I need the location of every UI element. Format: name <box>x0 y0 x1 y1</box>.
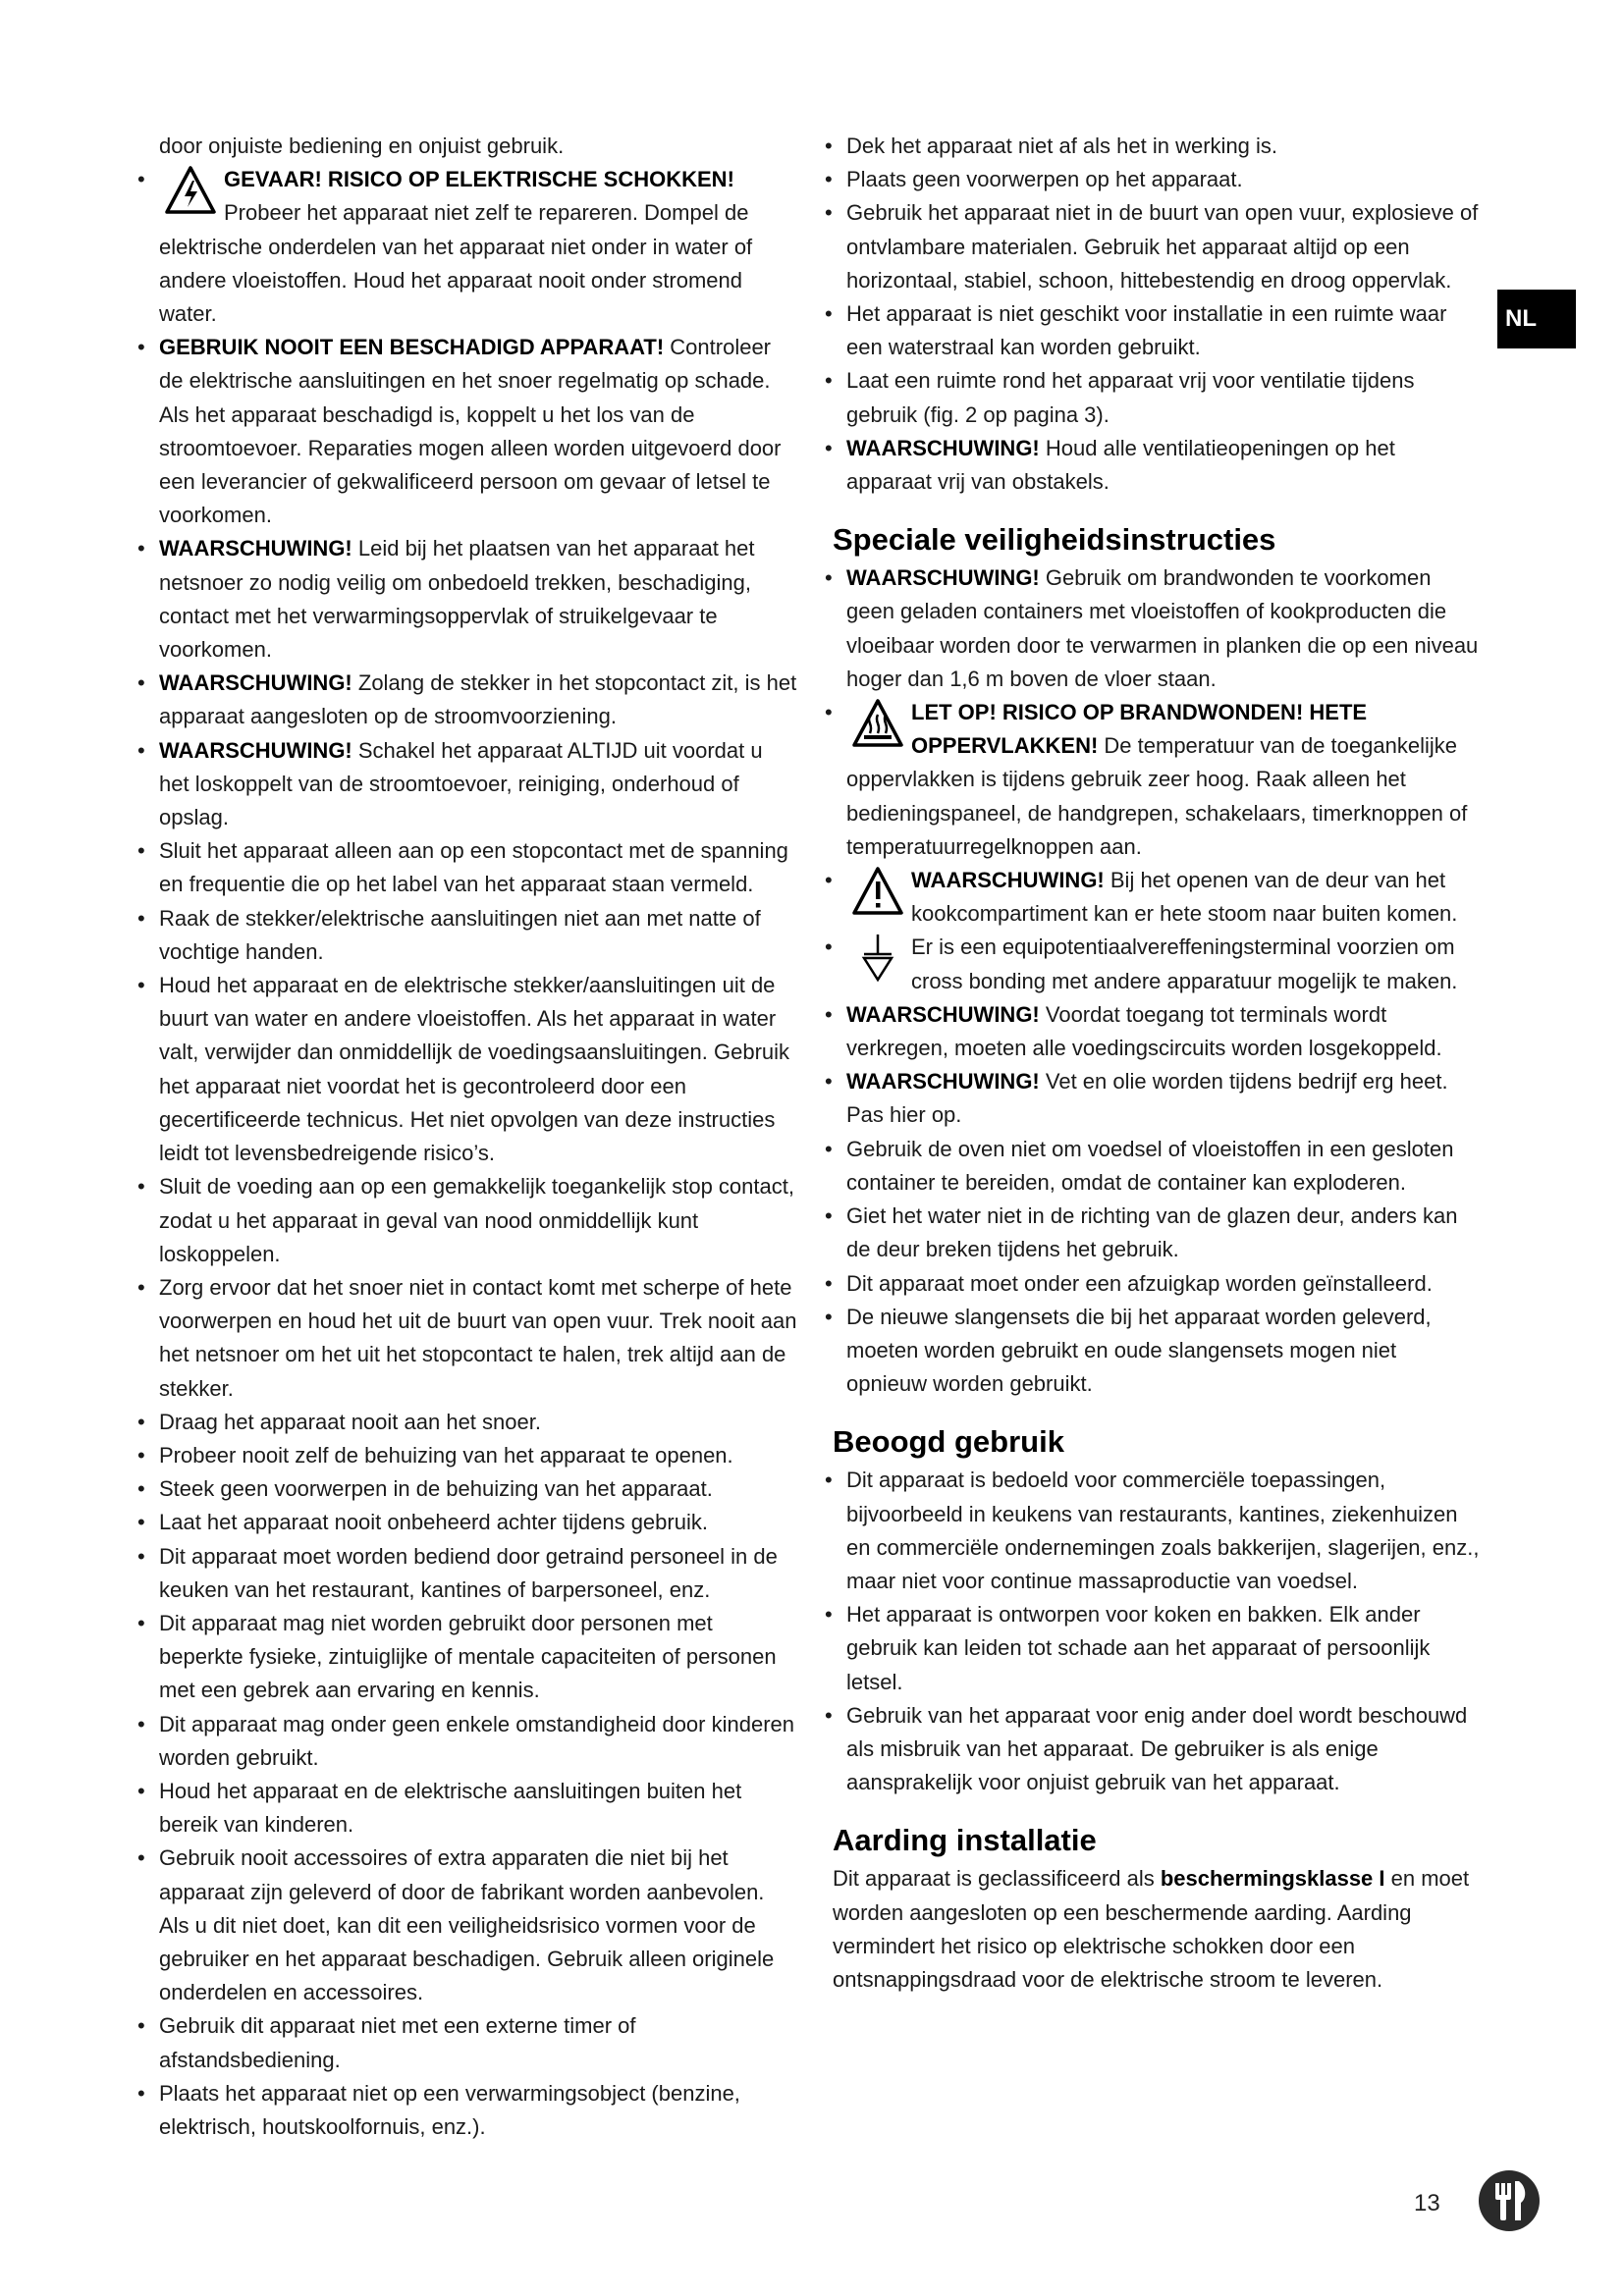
list-item <box>145 2077 798 2144</box>
list-item: • Het apparaat is niet geschikt voor installatie in een ruimte waar een waterstraal kan worden gebruikt. <box>833 297 1481 364</box>
list-item <box>145 1406 798 1439</box>
list-item: • Gebruik van het apparaat voor enig ander doel wordt beschouwd als misbruik van het apparaat. De gebruiker is als enige aansprakelijk voor onjuist gebruik van het apparaat. <box>833 1699 1481 1800</box>
warning-label: WAARSCHUWING! <box>846 435 1040 460</box>
electric-warning-icon <box>165 165 216 216</box>
item-text: Controleer de elektrische aansluitingen en het snoer regelmatig op schade. Als het apparaat beschadigd is, koppelt u het los van de stroomtoevoer. Reparaties mogen alleen worden uitgevoerd door een leverancier of gekwalificeerd persoon om gevaar of letsel te voorkomen. <box>159 335 782 528</box>
warning-label: WAARSCHUWING! <box>911 868 1105 893</box>
list-item: • Plaats geen voorwerpen op het apparaat. <box>833 163 1481 196</box>
list-item <box>145 734 798 835</box>
section-title-special-safety: Speciale veiligheidsinstructies <box>833 522 1276 558</box>
item-text: Houd alle ventilatieopeningen op het apparaat vrij van obstakels. <box>846 435 1395 495</box>
list-item: • Laat een ruimte rond het apparaat vrij voor ventilatie tijdens gebruik (fig. 2 op pagina 3). <box>833 364 1481 431</box>
grounding-paragraph <box>833 1862 1481 1997</box>
warning-label: WAARSCHUWING! <box>846 565 1040 591</box>
right-top-list <box>833 130 1481 432</box>
list-item <box>145 1607 798 1708</box>
item-text: Houd het apparaat en de elektrische aansluitingen buiten het bereik van kinderen. <box>159 1778 742 1838</box>
item-text: Er is een equipotentiaalvereffeningsterminal voorzien om cross bonding met andere apparatuur mogelijk te maken. <box>911 934 1458 993</box>
item-text: Giet het water niet in de richting van de glazen deur, anders kan de deur breken tijdens het gebruik. <box>846 1203 1458 1262</box>
list-item <box>145 2009 798 2076</box>
item-text: Zolang de stekker in het stopcontact zit, is het apparaat aangesloten op de stroomvoorziening. <box>159 670 797 729</box>
item-text: Gebruik om brandwonden te voorkomen geen geladen containers met vloeistoffen of kookproducten die vloeibaar worden door te verwarmen in planken die op een niveau hoger dan 1,6 m boven de vloer staan. <box>846 565 1479 691</box>
list-item <box>833 1133 1481 1200</box>
item-text: Probeer nooit zelf de behuizing van het apparaat te openen. <box>159 1442 733 1468</box>
list-item <box>145 1506 798 1539</box>
warning-label: WAARSCHUWING! <box>846 1069 1040 1095</box>
list-item: • Dit apparaat is bedoeld voor commerciële toepassingen, bijvoorbeeld in keukens van restaurants, kantines, ziekenhuizen en commerciële ondernemingen zoals bakkerijen, slagerijen, enz., maar niet voor continue massaproductie van voedsel. <box>833 1464 1481 1598</box>
item-text: Voordat toegang tot terminals wordt verkregen, moeten alle voedingscircuits worden losgekoppeld. <box>846 1001 1442 1061</box>
right-column <box>833 130 1481 1997</box>
warning-label: WAARSCHUWING! <box>159 536 352 561</box>
list-item <box>145 1271 798 1406</box>
list-item <box>145 1842 798 2009</box>
item-text: Schakel het apparaat ALTIJD uit voordat u het loskoppelt van de stroomtoevoer, reiniging, onderhoud of opslag. <box>159 737 763 830</box>
intro-text: door onjuiste bediening en onjuist gebruik. <box>159 133 565 158</box>
item-text: Houd het apparaat en de elektrische stekker/aansluitingen uit de buurt van water en andere vloeistoffen. Als het apparaat in water valt, verwijder dan onmiddellijk de voedingsaansluitingen. Gebruik het apparaat niet voordat het is gecontroleerd door een gecertificeerde technicus. Het niet opvolgen van deze instructies leidt tot levensbedreigende risico’s. <box>159 973 790 1166</box>
list-item <box>833 432 1481 499</box>
grounding-text-b: en moet worden aangesloten op een beschermende aarding. Aarding vermindert het risico op elektrische schokken door een ontsnappingsdraad voor de elektrische stroom te leveren. <box>833 1866 1470 1992</box>
section-title-intended-use: Beoogd gebruik <box>833 1424 1064 1460</box>
left-list <box>145 163 798 2144</box>
list-item <box>145 1472 798 1506</box>
list-item <box>145 1170 798 1271</box>
warning-icon <box>852 866 903 917</box>
grounding-text-a: Dit apparaat is geclassificeerd als <box>833 1866 1161 1892</box>
protection-class: beschermingsklasse I <box>1160 1866 1385 1892</box>
list-item <box>833 1065 1481 1132</box>
list-item <box>145 1775 798 1842</box>
left-column <box>145 130 798 2144</box>
item-text: Raak de stekker/elektrische aansluitingen niet aan met natte of vochtige handen. <box>159 905 761 964</box>
item-text: Gebruik dit apparaat niet met een externe timer of afstandsbediening. <box>159 2013 636 2072</box>
list-item <box>833 1301 1481 1402</box>
item-text: Plaats het apparaat niet op een verwarmingsobject (benzine, elektrisch, houtskoolfornuis, enz.). <box>159 2080 740 2139</box>
list-item <box>145 532 798 667</box>
list-item <box>145 902 798 969</box>
list-item: • Dek het apparaat niet af als het in werking is. <box>833 130 1481 163</box>
language-tab: NL <box>1497 290 1576 348</box>
list-item <box>145 834 798 901</box>
item-text: Dit apparaat moet worden bediend door getraind personeel in de keuken van het restaurant, kantines of barpersoneel, enz. <box>159 1543 778 1602</box>
list-item: • Gebruik het apparaat niet in de buurt van open vuur, explosieve of ontvlambare materialen. Gebruik het apparaat altijd op een horizontaal, stabiel, schoon, hittebestendig en droog oppervlak. <box>833 196 1481 297</box>
equipotential-icon <box>852 933 903 984</box>
list-item <box>833 1200 1481 1266</box>
item-text: Leid bij het plaatsen van het apparaat het netsnoer zo nodig veilig om onbedoeld trekken, beschadiging, contact met het verwarmingsoppervlak of struikelgevaar te voorkomen. <box>159 536 755 663</box>
warning-label: WAARSCHUWING! <box>159 670 352 696</box>
item-text: De temperatuur van de toegankelijke oppervlakken is tijdens gebruik zeer hoog. Raak alleen het bedieningspaneel, de handgrepen, schakelaars, timerknoppen of temperatuurregelknoppen aan. <box>846 733 1468 859</box>
item-text: Zorg ervoor dat het snoer niet in contact komt met scherpe of hete voorwerpen en houd het uit de buurt van open vuur. Trek nooit aan het netsnoer om het uit het stopcontact te halen, trek altijd aan de stekker. <box>159 1274 797 1401</box>
special-safety-list <box>833 561 1481 1401</box>
item-text: Dit apparaat mag niet worden gebruikt door personen met beperkte fysieke, zintuiglijke of mentale capaciteiten of personen met een gebrek aan ervaring en kennis. <box>159 1610 777 1703</box>
list-item <box>145 1540 798 1607</box>
cutlery-logo-icon <box>1478 2169 1541 2232</box>
page-number: 13 <box>1414 2190 1440 2216</box>
list-item <box>145 331 798 532</box>
item-text: Sluit het apparaat alleen aan op een stopcontact met de spanning en frequentie die op het label van het apparaat staan vermeld. <box>159 838 788 897</box>
list-item <box>833 998 1481 1065</box>
item-text: Steek geen voorwerpen in de behuizing van het apparaat. <box>159 1476 713 1502</box>
item-text: Dit apparaat moet onder een afzuigkap worden geïnstalleerd. <box>846 1270 1433 1296</box>
list-item: • Het apparaat is ontworpen voor koken en bakken. Elk ander gebruik kan leiden tot schade aan het apparaat of persoonlijk letsel. <box>833 1598 1481 1699</box>
list-item <box>833 561 1481 696</box>
list-item <box>833 931 1481 997</box>
item-text: Gebruik nooit accessoires of extra apparaten die niet bij het apparaat zijn geleverd of door de fabrikant worden aanbevolen. Als u dit niet doet, kan dit een veiligheidsrisico vormen voor de gebruiker en het apparaat beschadigen. Gebruik alleen originele onderdelen en accessoires. <box>159 1845 775 2005</box>
item-text: Sluit de voeding aan op een gemakkelijk toegankelijk stop contact, zodat u het apparaat in geval van nood onmiddellijk kunt loskoppelen. <box>159 1174 794 1266</box>
list-item <box>145 1439 798 1472</box>
list-item <box>145 1708 798 1775</box>
item-text: Draag het apparaat nooit aan het snoer. <box>159 1409 541 1434</box>
warning-label: GEBRUIK NOOIT EEN BESCHADIGD APPARAAT! <box>159 335 665 360</box>
list-item <box>833 1267 1481 1301</box>
section-title-grounding: Aarding installatie <box>833 1823 1097 1858</box>
list-item <box>145 163 798 331</box>
item-text: Laat het apparaat nooit onbeheerd achter tijdens gebruik. <box>159 1510 708 1535</box>
list-item <box>833 864 1481 931</box>
item-text: Dit apparaat mag onder geen enkele omstandigheid door kinderen worden gebruikt. <box>159 1711 794 1770</box>
item-text: Vet en olie worden tijdens bedrijf erg heet. Pas hier op. <box>846 1069 1448 1128</box>
warning-label: WAARSCHUWING! <box>159 737 352 763</box>
warning-label: WAARSCHUWING! <box>846 1001 1040 1027</box>
item-text: Probeer het apparaat niet zelf te repareren. Dompel de elektrische onderdelen van het apparaat niet onder in water of andere vloeistoffen. Houd het apparaat nooit onder stromend water. <box>159 200 753 327</box>
warning-label: LET OP! RISICO OP BRANDWONDEN! HETE OPPERVLAKKEN! <box>911 700 1368 759</box>
list-item <box>145 969 798 1170</box>
list-item <box>145 667 798 733</box>
item-text: Bij het openen van de deur van het kookcompartiment kan er hete stoom naar buiten komen. <box>911 868 1458 927</box>
list-item <box>833 696 1481 864</box>
item-text: De nieuwe slangensets die bij het apparaat worden geleverd, moeten worden gebruikt en oude slangensets mogen niet opnieuw worden gebruikt. <box>846 1304 1432 1397</box>
item-text: Gebruik de oven niet om voedsel of vloeistoffen in een gesloten container te bereiden, omdat de container kan exploderen. <box>846 1136 1454 1195</box>
warning-label: GEVAAR! RISICO OP ELEKTRISCHE SCHOKKEN! <box>224 167 734 192</box>
intended-use-list <box>833 1464 1481 1799</box>
hot-surface-icon <box>852 698 903 749</box>
